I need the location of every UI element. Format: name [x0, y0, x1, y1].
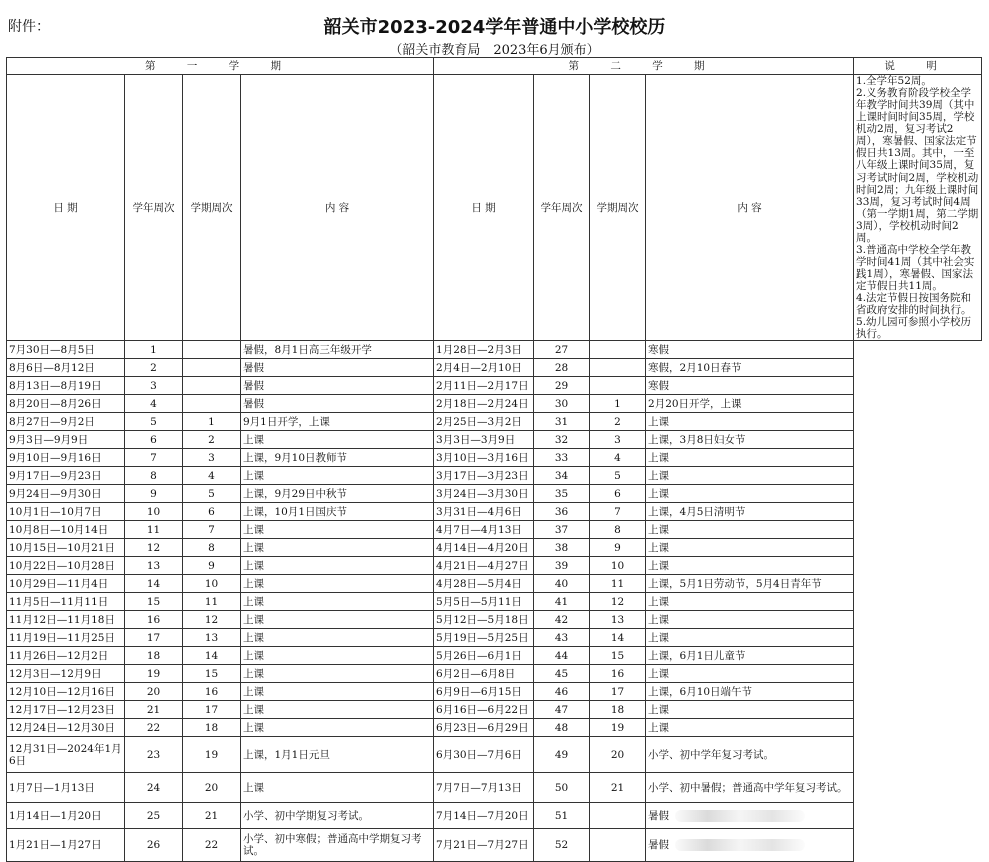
cell-date-1: 7月30日—8月5日 [7, 341, 125, 359]
cell-term-week-1 [183, 377, 241, 395]
cell-term-week-2 [590, 359, 646, 377]
note-1: 1.全学年52周。 [856, 75, 932, 87]
cell-year-week-1: 10 [125, 503, 183, 521]
cell-term-week-2: 7 [590, 503, 646, 521]
cell-term-week-1 [183, 395, 241, 413]
cell-year-week-1: 11 [125, 521, 183, 539]
cell-year-week-2: 52 [534, 829, 590, 862]
cell-date-1: 8月6日—8月12日 [7, 359, 125, 377]
cell-term-week-2 [590, 377, 646, 395]
cell-year-week-1: 13 [125, 557, 183, 575]
cell-term-week-1: 14 [183, 647, 241, 665]
cell-date-2: 6月16日—6月22日 [434, 701, 534, 719]
cell-date-1: 11月5日—11月11日 [7, 593, 125, 611]
col-date-2: 日 期 [434, 75, 534, 341]
cell-term-week-2: 17 [590, 683, 646, 701]
cell-date-1: 1月14日—1月20日 [7, 803, 125, 829]
table-row [7, 665, 982, 683]
cell-content-1: 上课 [241, 647, 434, 665]
cell-date-1: 8月13日—8月19日 [7, 377, 125, 395]
cell-term-week-1: 2 [183, 431, 241, 449]
cell-date-1: 9月17日—9月23日 [7, 467, 125, 485]
cell-content-2: 上课 [646, 611, 854, 629]
cell-date-1: 1月21日—1月27日 [7, 829, 125, 862]
cell-date-1: 12月24日—12月30日 [7, 719, 125, 737]
cell-date-1: 10月29日—11月4日 [7, 575, 125, 593]
cell-year-week-2: 36 [534, 503, 590, 521]
cell-date-2: 4月28日—5月4日 [434, 575, 534, 593]
cell-content-2: 上课 [646, 539, 854, 557]
cell-content-1: 上课 [241, 719, 434, 737]
cell-date-1: 1月7日—1月13日 [7, 773, 125, 803]
cell-term-week-2: 3 [590, 431, 646, 449]
cell-term-week-2: 1 [590, 395, 646, 413]
cell-content-1: 上课 [241, 629, 434, 647]
cell-term-week-2: 19 [590, 719, 646, 737]
cell-content-2: 上课 [646, 593, 854, 611]
cell-term-week-1 [183, 341, 241, 359]
cell-term-week-2: 8 [590, 521, 646, 539]
cell-year-week-2: 44 [534, 647, 590, 665]
col-year-week-2: 学年周次 [534, 75, 590, 341]
col-year-week-1: 学年周次 [125, 75, 183, 341]
cell-date-2: 7月14日—7月20日 [434, 803, 534, 829]
cell-year-week-2: 38 [534, 539, 590, 557]
cell-content-2: 寒假 [646, 377, 854, 395]
table-row [7, 737, 982, 773]
cell-term-week-1: 19 [183, 737, 241, 773]
cell-year-week-1: 22 [125, 719, 183, 737]
cell-content-1: 上课 [241, 611, 434, 629]
table-row [7, 413, 982, 431]
cell-content-1: 小学、初中学期复习考试。 [241, 803, 434, 829]
redaction-blur [675, 810, 805, 822]
cell-year-week-2: 39 [534, 557, 590, 575]
cell-date-2: 3月10日—3月16日 [434, 449, 534, 467]
cell-term-week-1: 20 [183, 773, 241, 803]
cell-content-2: 上课，3月8日妇女节 [646, 431, 854, 449]
table-row [7, 719, 982, 737]
cell-content-1: 小学、初中寒假；普通高中学期复习考试。 [241, 829, 434, 862]
cell-term-week-1: 13 [183, 629, 241, 647]
cell-date-2: 3月31日—4月6日 [434, 503, 534, 521]
cell-year-week-1: 16 [125, 611, 183, 629]
cell-term-week-2: 9 [590, 539, 646, 557]
cell-content-2: 上课 [646, 557, 854, 575]
cell-content-2: 上课 [646, 449, 854, 467]
cell-content-2: 上课，4月5日清明节 [646, 503, 854, 521]
cell-date-2: 5月5日—5月11日 [434, 593, 534, 611]
cell-content-2: 上课 [646, 665, 854, 683]
cell-year-week-2: 34 [534, 467, 590, 485]
cell-content-2: 2月20日开学，上课 [646, 395, 854, 413]
semester-1-header: 第 一 学 期 [7, 58, 434, 75]
table-row [7, 449, 982, 467]
cell-date-1: 11月12日—11月18日 [7, 611, 125, 629]
cell-content-1: 上课，9月10日教师节 [241, 449, 434, 467]
calendar-table [6, 57, 982, 862]
note-4: 4.法定节假日按国务院和省政府安排的时间执行。 [856, 292, 972, 317]
cell-term-week-1: 3 [183, 449, 241, 467]
table-row [7, 431, 982, 449]
cell-year-week-1: 8 [125, 467, 183, 485]
cell-content-1: 暑假 [241, 377, 434, 395]
col-content-2: 内 容 [646, 75, 854, 341]
cell-term-week-2: 12 [590, 593, 646, 611]
note-3: 3.普通高中学校全学年教学时间41周（其中社会实践1周），寒暑假、国家法定节假日共11周。 [856, 243, 975, 293]
semester-2-header: 第 二 学 期 [434, 58, 854, 75]
cell-content-1: 上课 [241, 431, 434, 449]
cell-date-2: 5月19日—5月25日 [434, 629, 534, 647]
table-row [7, 467, 982, 485]
cell-year-week-2: 27 [534, 341, 590, 359]
cell-term-week-1: 16 [183, 683, 241, 701]
cell-term-week-1: 21 [183, 803, 241, 829]
cell-year-week-2: 30 [534, 395, 590, 413]
cell-term-week-1: 6 [183, 503, 241, 521]
cell-date-2: 6月23日—6月29日 [434, 719, 534, 737]
cell-date-1: 10月1日—10月7日 [7, 503, 125, 521]
cell-content-1: 上课 [241, 773, 434, 803]
cell-date-2: 3月24日—3月30日 [434, 485, 534, 503]
table-row [7, 341, 982, 359]
cell-term-week-2: 6 [590, 485, 646, 503]
cell-year-week-2: 37 [534, 521, 590, 539]
cell-date-2: 6月30日—7月6日 [434, 737, 534, 773]
cell-term-week-1: 8 [183, 539, 241, 557]
cell-year-week-1: 15 [125, 593, 183, 611]
cell-content-2: 上课 [646, 719, 854, 737]
cell-term-week-2: 10 [590, 557, 646, 575]
cell-date-2: 7月21日—7月27日 [434, 829, 534, 862]
cell-term-week-2 [590, 803, 646, 829]
cell-year-week-2: 47 [534, 701, 590, 719]
cell-term-week-1: 5 [183, 485, 241, 503]
cell-content-2: 上课，5月1日劳动节，5月4日青年节 [646, 575, 854, 593]
notes-cell [854, 75, 982, 341]
cell-date-2: 1月28日—2月3日 [434, 341, 534, 359]
cell-year-week-2: 42 [534, 611, 590, 629]
cell-content-2: 上课 [646, 629, 854, 647]
cell-year-week-1: 26 [125, 829, 183, 862]
cell-content-2: 上课 [646, 701, 854, 719]
cell-year-week-2: 33 [534, 449, 590, 467]
cell-date-2: 7月7日—7月13日 [434, 773, 534, 803]
cell-term-week-1: 7 [183, 521, 241, 539]
table-row [7, 803, 982, 829]
cell-content-1: 暑假 [241, 359, 434, 377]
cell-content-2: 寒假 [646, 341, 854, 359]
table-row [7, 593, 982, 611]
table-row [7, 395, 982, 413]
cell-date-1: 9月24日—9月30日 [7, 485, 125, 503]
cell-date-2: 4月7日—4月13日 [434, 521, 534, 539]
cell-term-week-1: 15 [183, 665, 241, 683]
cell-date-2: 6月9日—6月15日 [434, 683, 534, 701]
cell-content-1: 上课，10月1日国庆节 [241, 503, 434, 521]
cell-content-1: 上课，1月1日元旦 [241, 737, 434, 773]
cell-year-week-1: 7 [125, 449, 183, 467]
table-row [7, 701, 982, 719]
cell-term-week-2 [590, 829, 646, 862]
cell-date-1: 9月3日—9月9日 [7, 431, 125, 449]
cell-date-2: 2月18日—2月24日 [434, 395, 534, 413]
cell-content-2: 上课，6月1日儿童节 [646, 647, 854, 665]
page-subtitle: （韶关市教育局 2023年6月颁布） [389, 43, 600, 58]
cell-content-2: 上课 [646, 485, 854, 503]
table-row [7, 773, 982, 803]
cell-year-week-1: 4 [125, 395, 183, 413]
cell-date-1: 9月10日—9月16日 [7, 449, 125, 467]
table-row [7, 521, 982, 539]
cell-year-week-1: 9 [125, 485, 183, 503]
cell-term-week-1: 9 [183, 557, 241, 575]
cell-year-week-2: 29 [534, 377, 590, 395]
notes-header: 说 明 [854, 58, 982, 75]
cell-content-2: 小学、初中学年复习考试。 [646, 737, 854, 773]
cell-term-week-2: 16 [590, 665, 646, 683]
cell-year-week-2: 35 [534, 485, 590, 503]
cell-year-week-2: 31 [534, 413, 590, 431]
cell-content-1: 上课 [241, 539, 434, 557]
cell-year-week-1: 5 [125, 413, 183, 431]
cell-year-week-2: 40 [534, 575, 590, 593]
table-row [7, 611, 982, 629]
col-content-1: 内 容 [241, 75, 434, 341]
table-row [7, 485, 982, 503]
cell-year-week-1: 25 [125, 803, 183, 829]
cell-year-week-1: 20 [125, 683, 183, 701]
cell-date-1: 12月31日—2024年1月6日 [7, 737, 125, 773]
cell-year-week-1: 2 [125, 359, 183, 377]
cell-term-week-1 [183, 359, 241, 377]
cell-year-week-2: 32 [534, 431, 590, 449]
cell-year-week-2: 50 [534, 773, 590, 803]
cell-year-week-1: 12 [125, 539, 183, 557]
cell-date-1: 12月10日—12月16日 [7, 683, 125, 701]
cell-content-2: 寒假，2月10日春节 [646, 359, 854, 377]
cell-content-1: 暑假，8月1日高三年级开学 [241, 341, 434, 359]
table-row [7, 683, 982, 701]
cell-date-2: 2月11日—2月17日 [434, 377, 534, 395]
cell-date-1: 12月3日—12月9日 [7, 665, 125, 683]
cell-content-1: 上课 [241, 593, 434, 611]
cell-date-1: 12月17日—12月23日 [7, 701, 125, 719]
cell-content-1: 9月1日开学，上课 [241, 413, 434, 431]
cell-date-1: 10月8日—10月14日 [7, 521, 125, 539]
cell-year-week-1: 14 [125, 575, 183, 593]
cell-content-1: 上课 [241, 665, 434, 683]
cell-content-2: 小学、初中暑假；普通高中学年复习考试。 [646, 773, 854, 803]
redaction-blur [675, 839, 805, 851]
cell-term-week-2: 4 [590, 449, 646, 467]
cell-date-2: 5月12日—5月18日 [434, 611, 534, 629]
cell-year-week-1: 17 [125, 629, 183, 647]
table-row [7, 629, 982, 647]
cell-date-1: 8月27日—9月2日 [7, 413, 125, 431]
table-row [7, 557, 982, 575]
cell-date-2: 3月17日—3月23日 [434, 467, 534, 485]
cell-year-week-2: 43 [534, 629, 590, 647]
cell-year-week-1: 24 [125, 773, 183, 803]
cell-content-2: 上课，6月10日端午节 [646, 683, 854, 701]
cell-content-2: 上课 [646, 467, 854, 485]
cell-year-week-2: 28 [534, 359, 590, 377]
cell-date-2: 3月3日—3月9日 [434, 431, 534, 449]
cell-content-2: 上课 [646, 521, 854, 539]
col-term-week-1: 学期周次 [183, 75, 241, 341]
cell-year-week-2: 51 [534, 803, 590, 829]
cell-content-1: 上课 [241, 701, 434, 719]
table-row [7, 647, 982, 665]
cell-term-week-2: 21 [590, 773, 646, 803]
cell-date-2: 2月25日—3月2日 [434, 413, 534, 431]
cell-content-2: 暑假 [646, 803, 854, 829]
cell-content-1: 上课 [241, 467, 434, 485]
cell-term-week-2 [590, 341, 646, 359]
cell-term-week-2: 20 [590, 737, 646, 773]
cell-date-2: 2月4日—2月10日 [434, 359, 534, 377]
cell-content-1: 上课 [241, 521, 434, 539]
cell-term-week-1: 22 [183, 829, 241, 862]
cell-date-2: 5月26日—6月1日 [434, 647, 534, 665]
table-row [7, 377, 982, 395]
cell-date-1: 11月19日—11月25日 [7, 629, 125, 647]
table-row [7, 359, 982, 377]
cell-term-week-2: 18 [590, 701, 646, 719]
attachment-label: 附件： [8, 19, 50, 35]
table-row [7, 503, 982, 521]
cell-term-week-2: 11 [590, 575, 646, 593]
cell-term-week-2: 14 [590, 629, 646, 647]
cell-term-week-2: 2 [590, 413, 646, 431]
cell-term-week-1: 10 [183, 575, 241, 593]
cell-term-week-1: 18 [183, 719, 241, 737]
col-date-1: 日 期 [7, 75, 125, 341]
cell-year-week-2: 41 [534, 593, 590, 611]
cell-content-1: 上课 [241, 575, 434, 593]
cell-content-1: 上课 [241, 557, 434, 575]
note-5: 5.幼儿园可参照小学校历执行。 [856, 316, 972, 341]
cell-date-2: 6月2日—6月8日 [434, 665, 534, 683]
cell-date-1: 10月22日—10月28日 [7, 557, 125, 575]
cell-year-week-1: 1 [125, 341, 183, 359]
cell-date-1: 10月15日—10月21日 [7, 539, 125, 557]
table-row [7, 575, 982, 593]
cell-year-week-1: 19 [125, 665, 183, 683]
cell-term-week-1: 11 [183, 593, 241, 611]
col-term-week-2: 学期周次 [590, 75, 646, 341]
note-2: 2.义务教育阶段学校全学年教学时间共39周（其中上课时间时间35周，学校机动2周，复习考试2周），寒暑假、国家法定节假日共13周。其中，一至八年级上课时间35周，复习考试时间2周，学校机动时间2周；九年级上课时间33周，复习考试时间4周（第一学期1周，第二学期3周），学校机动时间2周。 [856, 87, 979, 244]
cell-date-2: 4月14日—4月20日 [434, 539, 534, 557]
cell-content-1: 暑假 [241, 395, 434, 413]
cell-term-week-2: 13 [590, 611, 646, 629]
cell-year-week-2: 45 [534, 665, 590, 683]
cell-content-1: 上课，9月29日中秋节 [241, 485, 434, 503]
cell-term-week-1: 1 [183, 413, 241, 431]
cell-date-1: 11月26日—12月2日 [7, 647, 125, 665]
cell-date-1: 8月20日—8月26日 [7, 395, 125, 413]
cell-date-2: 4月21日—4月27日 [434, 557, 534, 575]
cell-year-week-2: 46 [534, 683, 590, 701]
cell-year-week-1: 6 [125, 431, 183, 449]
cell-year-week-2: 49 [534, 737, 590, 773]
cell-term-week-1: 4 [183, 467, 241, 485]
cell-year-week-1: 21 [125, 701, 183, 719]
cell-term-week-1: 17 [183, 701, 241, 719]
cell-year-week-1: 23 [125, 737, 183, 773]
cell-year-week-2: 48 [534, 719, 590, 737]
table-row [7, 539, 982, 557]
cell-term-week-2: 5 [590, 467, 646, 485]
page-title: 韶关市2023-2024学年普通中小学校校历 [323, 17, 666, 38]
cell-content-2: 暑假 [646, 829, 854, 862]
cell-term-week-2: 15 [590, 647, 646, 665]
cell-year-week-1: 18 [125, 647, 183, 665]
cell-term-week-1: 12 [183, 611, 241, 629]
table-row [7, 829, 982, 862]
cell-year-week-1: 3 [125, 377, 183, 395]
cell-content-1: 上课 [241, 683, 434, 701]
cell-content-2: 上课 [646, 413, 854, 431]
